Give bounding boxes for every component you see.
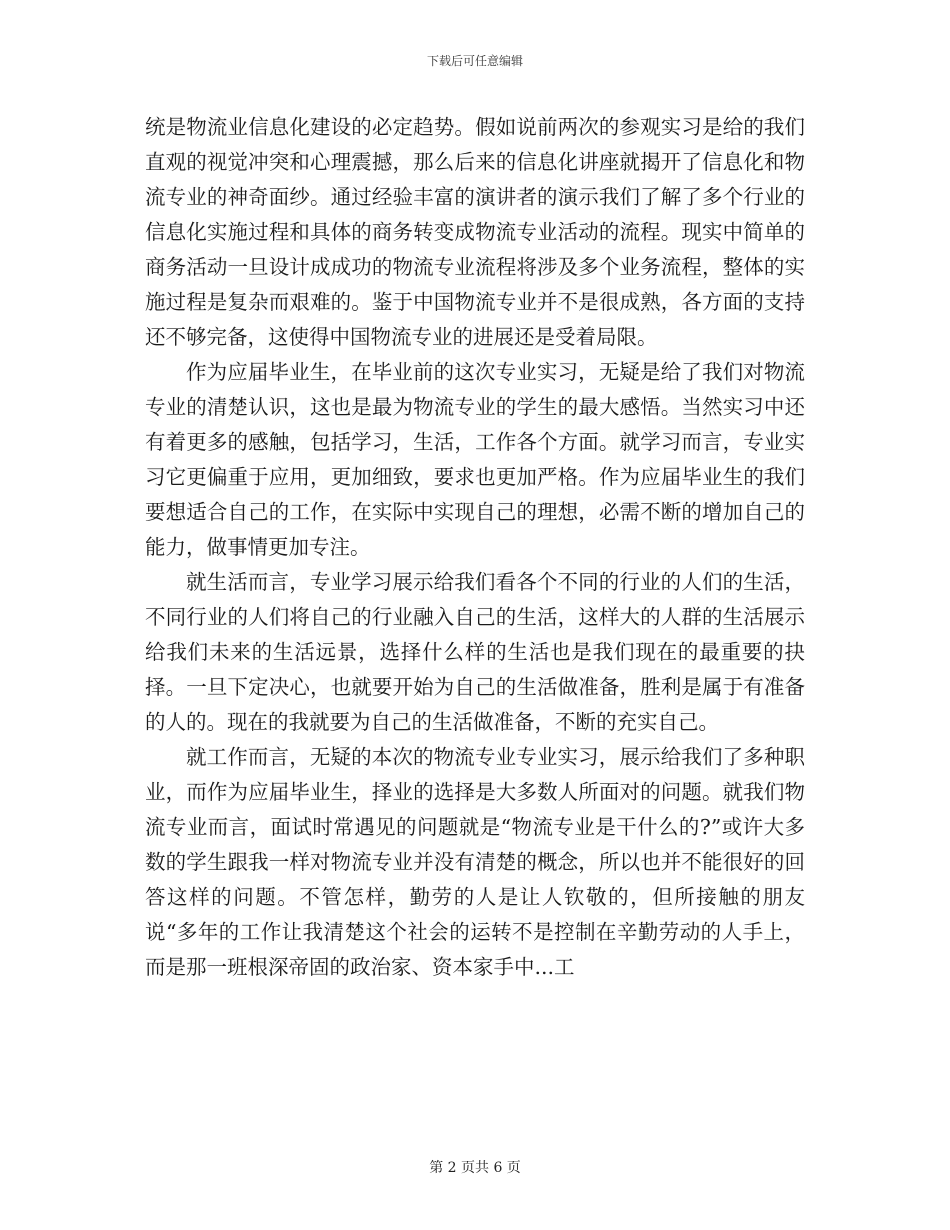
paragraph-1: 统是物流业信息化建设的必定趋势。假如说前两次的参观实习是给的我们直观的视觉冲突和心理震撼，那么后来的信息化讲座就揭开了信息化和物流专业的神奇面纱。通过经验丰富的演讲者的演示我们了解了多个行业的信息化实施过程和具体的商务转变成物流专业活动的流程。现实中简单的商务活动一旦设计成成功的物流专业流程将涉及多个业务流程，整体的实施过程是复杂而艰难的。鉴于中国物流专业并不是很成熟，各方面的支持还不够完备，这使得中国物流专业的进展还是受着局限。 (145, 115, 805, 349)
page-footer: 第 2 页共 6 页 (429, 1160, 521, 1176)
page-header: 下载后可任意编辑 (426, 54, 523, 68)
paragraph-3: 就生活而言，专业学习展示给我们看各个不同的行业的人们的生活，不同行业的人们将自己的行业融入自己的生活，这样大的人群的生活展示给我们未来的生活远景，选择什么样的生活也是我们现在的最重要的抉择。一旦下定决心，也就要开始为自己的生活做准备，胜利是属于有准备的人的。现在的我就要为自己的生活做准备，不断的充实自己。 (145, 570, 805, 734)
paragraph-2: 作为应届毕业生，在毕业前的这次专业实习，无疑是给了我们对物流专业的清楚认识，这也是最为物流专业的学生的最大感悟。当然实习中还有着更多的感触，包括学习，生活，工作各个方面。就学习而言，专业实习它更偏重于应用，更加细致，要求也更加严格。作为应届毕业生的我们要想适合自己的工作，在实际中实现自己的理想，必需不断的增加自己的能力，做事情更加专注。 (145, 360, 805, 559)
paragraph-4: 就工作而言，无疑的本次的物流专业专业实习，展示给我们了多种职业，而作为应届毕业生，择业的选择是大多数人所面对的问题。就我们物流专业而言，面试时常遇见的问题就是“物流专业是干什么的?”或许大多数的学生跟我一样对物流专业并没有清楚的概念，所以也并不能很好的回答这样的问题。不管怎样，勤劳的人是让人钦敬的，但所接触的朋友说“多年的工作让我清楚这个社会的运转不是控制在辛勤劳动的人手上，而是那一班根深帝固的政治家、资本家手中...工 (145, 745, 805, 979)
document-body (145, 110, 805, 985)
